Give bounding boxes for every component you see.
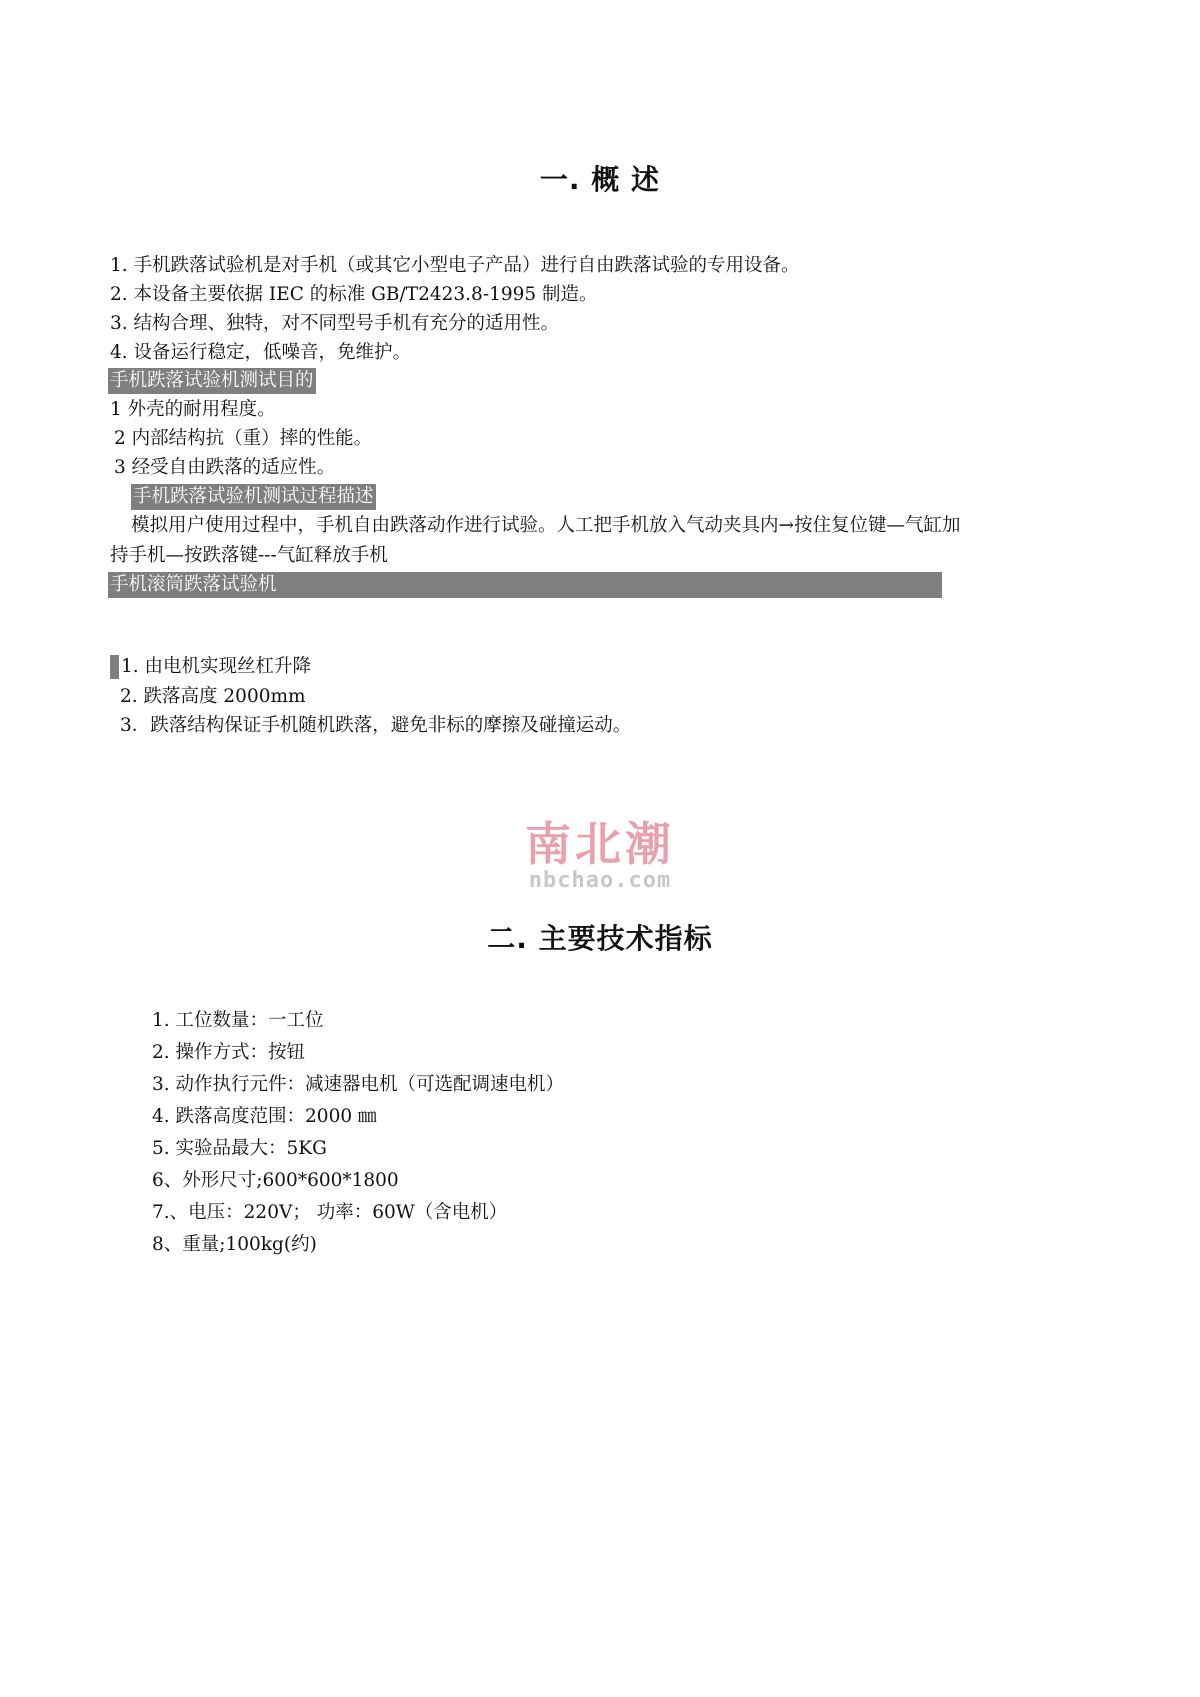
section-2-title: 二. 主要技术指标 — [487, 922, 713, 955]
overview-item: 3. 结构合理、独特，对不同型号手机有充分的适用性。 — [110, 313, 560, 334]
watermark-chinese: 南北潮 — [525, 817, 675, 871]
drum-item: 2. 跌落高度 2000mm — [120, 686, 306, 707]
drum-item: 3．跌落结构保证手机随机跌落，避免非标的摩擦及碰撞运动。 — [120, 715, 632, 736]
watermark-logo — [520, 818, 680, 892]
purpose-item: 3 经受自由跌落的适应性。 — [114, 457, 336, 478]
paragraph-marker — [110, 655, 119, 679]
overview-item: 4. 设备运行稳定，低噪音，免维护。 — [110, 342, 412, 363]
purpose-item: 1 外壳的耐用程度。 — [110, 399, 276, 420]
section-1-title: 一. 概 述 — [539, 163, 661, 196]
spec-item: 5. 实验品最大：5KG — [152, 1138, 327, 1159]
spec-item: 4. 跌落高度范围：2000 ㎜ — [152, 1106, 377, 1127]
process-heading: 手机跌落试验机测试过程描述 — [131, 484, 376, 510]
overview-item: 2. 本设备主要依据 IEC 的标准 GB/T2423.8-1995 制造。 — [110, 284, 598, 305]
spec-item: 6、外形尺寸;600*600*1800 — [152, 1170, 399, 1191]
purpose-item: 2 内部结构抗（重）摔的性能。 — [114, 428, 373, 449]
drum-item: 1. 由电机实现丝杠升降 — [121, 656, 312, 677]
process-text-line: 模拟用户使用过程中，手机自由跌落动作进行试验。人工把手机放入气动夹具内→按住复位键—气缸加 — [131, 515, 961, 536]
overview-item: 1. 手机跌落试验机是对手机（或其它小型电子产品）进行自由跌落试验的专用设备。 — [110, 255, 800, 276]
purpose-heading: 手机跌落试验机测试目的 — [108, 368, 316, 394]
spec-item: 3. 动作执行元件：减速器电机（可选配调速电机） — [152, 1074, 565, 1095]
drum-heading: 手机滚筒跌落试验机 — [108, 572, 942, 598]
spec-item: 7.、电压：220V； 功率：60W（含电机） — [152, 1202, 508, 1223]
spec-item: 8、重量;100kg(约) — [152, 1234, 317, 1255]
spec-item: 1. 工位数量：一工位 — [152, 1010, 324, 1031]
spec-item: 2. 操作方式：按钮 — [152, 1042, 306, 1063]
process-text-line: 持手机—按跌落键---气缸释放手机 — [110, 545, 388, 566]
watermark-domain: nbchao.com — [528, 868, 672, 893]
